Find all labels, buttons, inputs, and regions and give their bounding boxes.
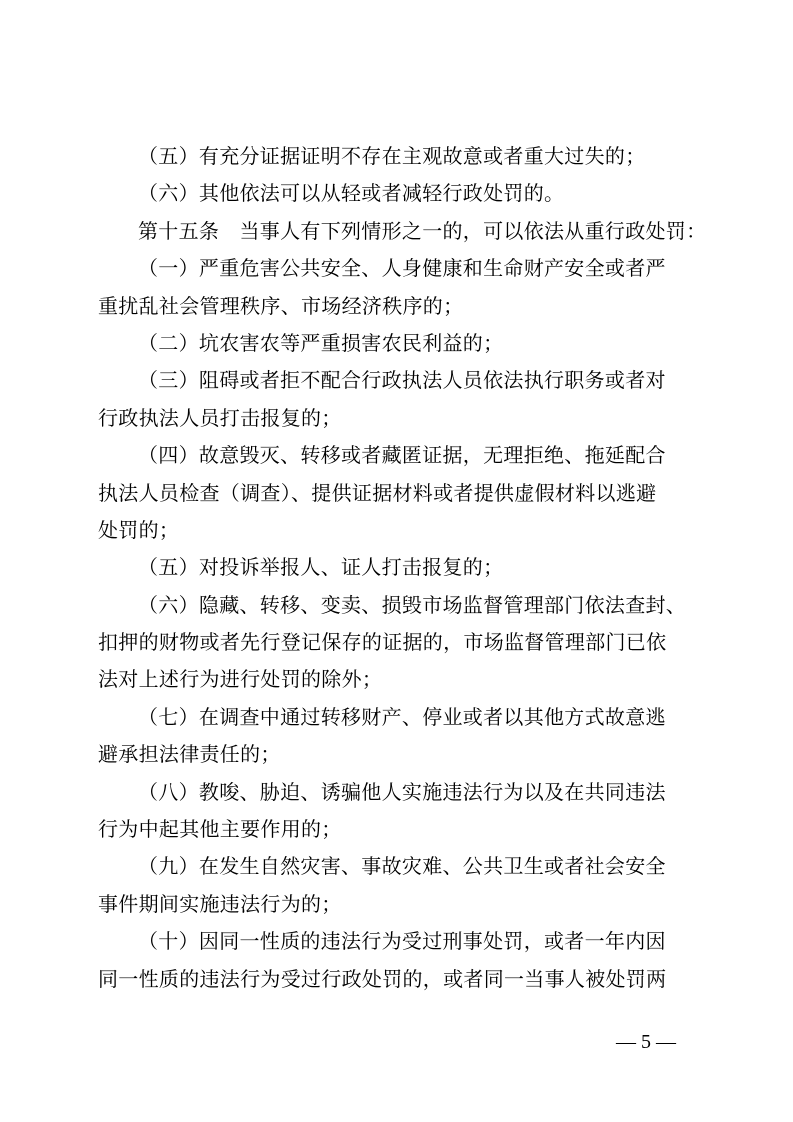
text-line: （十）因同一性质的违法行为受过刑事处罚，或者一年内因: [138, 929, 666, 954]
text-line: （四）故意毁灭、转移或者藏匿证据，无理拒绝、拖延配合: [138, 443, 666, 468]
text-line: 执法人员检查（调查）、提供证据材料或者提供虚假材料以逃避: [98, 480, 657, 505]
text-line: 行为中起其他主要作用的；: [98, 817, 342, 842]
text-line: （六）其他依法可以从轻或者减轻行政处罚的。: [138, 181, 565, 206]
text-line: （六）隐藏、转移、变卖、损毁市场监督管理部门依法查封、: [138, 592, 687, 617]
text-line: 避承担法律责任的；: [98, 742, 281, 767]
text-line: 行政执法人员打击报复的；: [98, 405, 342, 430]
text-line: 同一性质的违法行为受过行政处罚的，或者同一当事人被处罚两: [98, 966, 667, 991]
text-line: （八）教唆、胁迫、诱骗他人实施违法行为以及在共同违法: [138, 779, 666, 804]
text-line: （一）严重危害公共安全、人身健康和生命财产安全或者严: [138, 256, 666, 281]
page-number: — 5 —: [616, 1031, 676, 1053]
text-line: 扣押的财物或者先行登记保存的证据的，市场监督管理部门已依: [98, 630, 667, 655]
text-line: （七）在调查中通过转移财产、停业或者以其他方式故意逃: [138, 704, 666, 729]
text-line: 法对上述行为进行处罚的除外；: [98, 667, 383, 692]
text-line: （三）阻碍或者拒不配合行政执法人员依法执行职务或者对: [138, 368, 666, 393]
article-heading-line: 第十五条 当事人有下列情形之一的，可以依法从重行政处罚：: [138, 218, 707, 243]
text-line: （二）坑农害农等严重损害农民利益的；: [138, 330, 504, 355]
document-body: [98, 138, 707, 998]
text-line: （九）在发生自然灾害、事故灾难、公共卫生或者社会安全: [138, 854, 666, 879]
text-line: 处罚的；: [98, 517, 180, 542]
text-line: （五）对投诉举报人、证人打击报复的；: [138, 555, 504, 580]
text-line: 事件期间实施违法行为的；: [98, 891, 342, 916]
text-line: （五）有充分证据证明不存在主观故意或者重大过失的；: [138, 144, 646, 168]
text-line: 重扰乱社会管理秩序、市场经济秩序的；: [98, 293, 464, 318]
